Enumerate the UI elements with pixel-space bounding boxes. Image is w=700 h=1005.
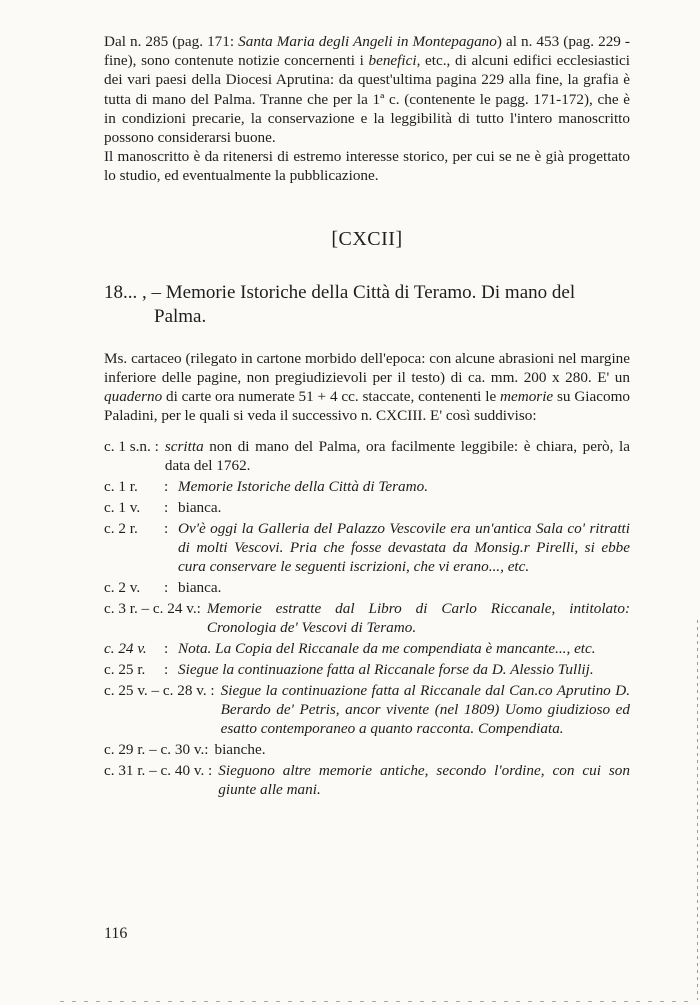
item-description: Ov'è oggi la Galleria del Palazzo Vescovile era un'antica Sala co' ritratti di molti Vescovi. Pria che fosse devastata da Monsig.r Pirelli, si ebbe cura conservare le seguenti iscrizioni, che vi erano..., etc. — [178, 520, 630, 576]
list-item — [104, 437, 630, 475]
folio-reference: c. 31 r. – c. 40 v. : — [104, 762, 213, 780]
text-run: Dal n. 285 (pag. 171: — [104, 33, 239, 50]
text-run: non di mano del Palma, ora facilmente leggibile: è chiara, però, la data del 1762. — [164, 438, 630, 475]
folio-reference: c. 29 r. – c. 30 v.: — [104, 741, 209, 759]
folio-reference: c. 1 v. — [104, 499, 141, 517]
entry-title: 18... , – Memorie Istoriche della Città di Teramo. Di mano del Palma. — [104, 281, 576, 327]
item-description — [165, 437, 630, 475]
italic-run: quaderno — [104, 388, 163, 406]
italic-run: Santa Maria degli Angeli in Montepagano — [238, 33, 497, 50]
separator: : — [164, 640, 169, 658]
italic-run: memorie — [500, 388, 554, 406]
italic-run: benefici — [368, 52, 417, 70]
item-description: Siegue la continuazione fatta al Riccanale forse da D. Alessio Tullij. — [178, 661, 594, 679]
folio-reference: c. 2 v. — [104, 579, 141, 597]
item-description: Memorie estratte dal Libro di Carlo Riccanale, intitolato: Cronologia de' Vescovi di Teramo. — [206, 600, 630, 637]
separator: : — [164, 520, 169, 538]
item-description: Memorie Istoriche della Città di Teramo. — [178, 478, 429, 496]
list-item — [104, 740, 630, 759]
italic-run: scritta — [164, 438, 204, 456]
entry-description — [104, 349, 630, 426]
item-description: Sieguono altre memorie antiche, secondo l'ordine, con cui son giunte alle mani. — [218, 762, 630, 799]
folio-reference: c. 24 v. — [104, 640, 147, 658]
text-run: Ms. cartaceo (rilegato in cartone morbido dell'epoca: con alcune abrasioni nel margine inferiore delle pagine, non pregiudizievoli per il testo) di ca. mm. 200 x 280. E' un — [104, 349, 630, 386]
intro-paragraph-2: Il manoscritto è da ritenersi di estremo interesse storico, per cui se ne è già progettato lo studio, ed eventualmente la pubblicazione. — [104, 148, 630, 185]
separator: : — [164, 499, 169, 517]
separator: : — [164, 478, 169, 496]
list-item — [104, 599, 630, 637]
list-item — [104, 660, 630, 679]
text-run: di carte ora numerate 51 + 4 cc. staccate, contenenti le — [162, 388, 501, 406]
contents-list — [104, 437, 630, 799]
folio-reference: c. 1 s.n. : — [104, 438, 159, 456]
folio-reference: c. 25 v. – c. 28 v. : — [104, 682, 215, 700]
item-description: bianche. — [214, 741, 266, 759]
folio-reference: c. 3 r. – c. 24 v.: — [104, 600, 201, 618]
text-run: , etc., di alcuni edifici ecclesiastici dei vari paesi della Diocesi Aprutina: da quest'ultima pagina 229 alla fine, la grafia è tutta di mano del Palma. Tranne che per la 1ª c. (contenente le pagg. 171-172), che è in condizioni precarie, la conservazione e la leggibilità di tutto l'intero manoscritto possono considerarsi buone. — [104, 52, 631, 147]
page-content — [104, 32, 630, 801]
scan-edge-mark — [697, 620, 698, 1000]
item-description: bianca. — [178, 579, 222, 597]
page-number: 116 — [104, 925, 128, 942]
separator: : — [164, 579, 169, 597]
scan-bottom-mark — [60, 1001, 690, 1002]
folio-reference: c. 25 r. — [104, 661, 146, 679]
list-item — [104, 477, 630, 496]
folio-reference: c. 2 r. — [104, 520, 138, 538]
separator: : — [164, 661, 169, 679]
list-item — [104, 639, 630, 658]
item-description: bianca. — [178, 499, 222, 517]
list-item — [104, 761, 630, 799]
section-heading: [CXCII] — [331, 227, 403, 250]
list-item — [104, 681, 630, 738]
list-item — [104, 498, 630, 517]
list-item — [104, 578, 630, 597]
item-description: Siegue la continuazione fatta al Riccanale dal Can.co Aprutino D. Berardo de' Petris, ancor vivente (nel 1809) Uomo giudizioso ed esatto contemporaneo a quanto racconta. Compendiata. — [220, 682, 630, 738]
text-run: su Giacomo Paladini, per le quali si veda il successivo n. CXCIII. E' così suddiviso: — [104, 388, 630, 425]
folio-reference: c. 1 r. — [104, 478, 138, 496]
intro-paragraph-1 — [104, 32, 630, 147]
list-item — [104, 519, 630, 576]
item-description: Nota. La Copia del Riccanale da me compendiata è mancante..., etc. — [178, 640, 596, 658]
text-run: ) al n. 453 (pag. 229 - fine), sono contenute notizie concernenti i — [104, 33, 630, 70]
